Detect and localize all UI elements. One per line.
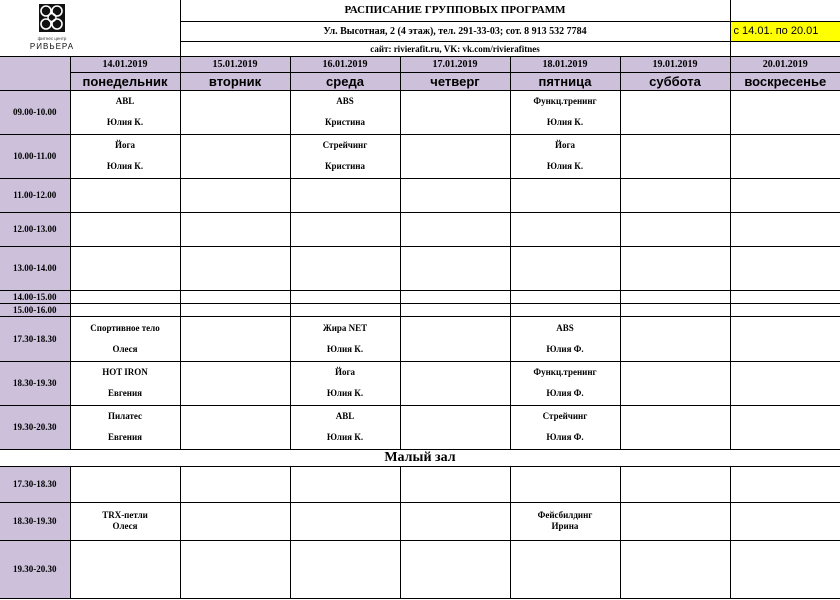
- trainer-name: Юлия Ф.: [546, 432, 584, 442]
- time-slot: 18.30-19.30: [0, 361, 70, 405]
- class-entry[interactable]: [290, 90, 400, 134]
- day-name: пятница: [510, 72, 620, 90]
- day-name: понедельник: [70, 72, 180, 90]
- day-date: 19.01.2019: [620, 56, 730, 72]
- time-slot: 13.00-14.00: [0, 246, 70, 290]
- day-date: 17.01.2019: [400, 56, 510, 72]
- class-entry[interactable]: [290, 405, 400, 449]
- schedule-cell[interactable]: [510, 178, 620, 212]
- schedule-cell[interactable]: [400, 540, 510, 598]
- time-slot: 12.00-13.00: [0, 212, 70, 246]
- class-name: TRX-петли: [102, 510, 148, 520]
- day-name: воскресенье: [730, 72, 840, 90]
- class-name: ABS: [336, 96, 354, 106]
- schedule-cell[interactable]: [180, 212, 290, 246]
- schedule-cell[interactable]: [730, 405, 840, 449]
- schedule-cell[interactable]: [400, 178, 510, 212]
- time-slot: 09.00-10.00: [0, 90, 70, 134]
- schedule-cell[interactable]: [70, 212, 180, 246]
- class-name: Пилатес: [107, 411, 143, 421]
- schedule-cell[interactable]: [510, 212, 620, 246]
- class-name: Функц.тренинг: [533, 367, 597, 377]
- class-entry[interactable]: [70, 90, 180, 134]
- schedule-title: РАСПИСАНИЕ ГРУППОВЫХ ПРОГРАММ: [180, 0, 730, 21]
- schedule-cell[interactable]: [180, 502, 290, 540]
- day-date: 20.01.2019: [730, 56, 840, 72]
- schedule-cell[interactable]: [620, 303, 730, 316]
- schedule-cell[interactable]: [620, 290, 730, 303]
- schedule-cell[interactable]: [290, 212, 400, 246]
- schedule-cell[interactable]: [290, 303, 400, 316]
- schedule-cell[interactable]: [510, 540, 620, 598]
- schedule-cell[interactable]: [620, 212, 730, 246]
- schedule-cell[interactable]: [730, 290, 840, 303]
- trainer-name: Юлия Ф.: [546, 343, 584, 354]
- trainer-name: Евгения: [107, 432, 143, 442]
- schedule-cell[interactable]: [70, 246, 180, 290]
- schedule-cell[interactable]: [70, 178, 180, 212]
- time-slot: 11.00-12.00: [0, 178, 70, 212]
- time-row: [0, 90, 840, 134]
- class-name: HOT IRON: [102, 367, 148, 377]
- corner-cell: [0, 56, 70, 90]
- schedule-cell[interactable]: [510, 246, 620, 290]
- time-row: [0, 290, 840, 303]
- schedule-cell[interactable]: [180, 90, 290, 134]
- schedule-cell[interactable]: [620, 178, 730, 212]
- time-row: [0, 540, 840, 598]
- schedule-cell[interactable]: [510, 303, 620, 316]
- class-entry[interactable]: [510, 90, 620, 134]
- schedule-cell[interactable]: [180, 466, 290, 502]
- time-row: [0, 178, 840, 212]
- schedule-cell[interactable]: [620, 316, 730, 361]
- class-name: ABS: [556, 322, 574, 333]
- schedule-cell[interactable]: [730, 246, 840, 290]
- time-slot: 15.00-16.00: [0, 303, 70, 316]
- schedule-cell[interactable]: [70, 540, 180, 598]
- class-name: Йога: [334, 367, 356, 377]
- schedule-cell[interactable]: [400, 303, 510, 316]
- schedule-cell[interactable]: [400, 466, 510, 502]
- schedule-cell[interactable]: [730, 316, 840, 361]
- class-name: Жира NET: [322, 322, 368, 333]
- riviera-logo: [22, 4, 82, 52]
- schedule-cell[interactable]: [70, 290, 180, 303]
- schedule-cell[interactable]: [730, 134, 840, 178]
- schedule-cell[interactable]: [400, 246, 510, 290]
- svg-text:фитнес центр: фитнес центр: [37, 36, 67, 41]
- schedule-cell[interactable]: [620, 466, 730, 502]
- class-entry[interactable]: [70, 316, 180, 361]
- schedule-cell[interactable]: [180, 405, 290, 449]
- schedule-cell[interactable]: [730, 212, 840, 246]
- trainer-name: Юлия К.: [326, 432, 364, 442]
- time-row: [0, 212, 840, 246]
- schedule-cell[interactable]: [730, 178, 840, 212]
- schedule-cell[interactable]: [290, 466, 400, 502]
- schedule-cell[interactable]: [400, 90, 510, 134]
- day-date: 16.01.2019: [290, 56, 400, 72]
- class-entry[interactable]: [70, 502, 180, 540]
- schedule-cell[interactable]: [400, 405, 510, 449]
- period-badge: с 14.01. по 20.01: [730, 21, 840, 41]
- schedule-cell[interactable]: [730, 90, 840, 134]
- class-entry[interactable]: [70, 405, 180, 449]
- class-name: Спортивное тело: [90, 322, 160, 333]
- class-entry[interactable]: [290, 361, 400, 405]
- schedule-cell[interactable]: [400, 290, 510, 303]
- day-name: среда: [290, 72, 400, 90]
- class-entry[interactable]: [70, 134, 180, 178]
- schedule-cell[interactable]: [290, 178, 400, 212]
- schedule-cell[interactable]: [180, 303, 290, 316]
- day-name: четверг: [400, 72, 510, 90]
- schedule-cell[interactable]: [620, 134, 730, 178]
- day-name: вторник: [180, 72, 290, 90]
- time-row: [0, 361, 840, 405]
- address-line: Ул. Высотная, 2 (4 этаж), тел. 291-33-03; сот. 8 913 532 7784: [180, 21, 730, 41]
- class-name: Йога: [114, 140, 136, 150]
- class-entry[interactable]: [290, 134, 400, 178]
- class-entry[interactable]: [510, 405, 620, 449]
- time-row: [0, 502, 840, 540]
- schedule-cell[interactable]: [290, 290, 400, 303]
- schedule-cell[interactable]: [730, 361, 840, 405]
- time-row: [0, 316, 840, 361]
- class-name: Стрейчинг: [322, 140, 368, 150]
- schedule-cell[interactable]: [180, 361, 290, 405]
- time-row: [0, 303, 840, 316]
- schedule-cell[interactable]: [730, 303, 840, 316]
- class-entry[interactable]: [510, 502, 620, 540]
- trainer-name: Юлия К.: [546, 117, 584, 127]
- schedule-cell[interactable]: [180, 290, 290, 303]
- time-slot: 10.00-11.00: [0, 134, 70, 178]
- time-row: [0, 466, 840, 502]
- schedule-cell[interactable]: [730, 540, 840, 598]
- day-name: суббота: [620, 72, 730, 90]
- trainer-name: Кристина: [324, 117, 365, 127]
- class-entry[interactable]: [510, 134, 620, 178]
- class-name: Функц.тренинг: [533, 96, 597, 106]
- schedule-cell[interactable]: [400, 134, 510, 178]
- class-entry[interactable]: [510, 316, 620, 361]
- svg-text:РИВЬЕРА: РИВЬЕРА: [29, 42, 75, 51]
- schedule-cell[interactable]: [290, 502, 400, 540]
- schedule-cell[interactable]: [620, 246, 730, 290]
- trainer-name: Юлия К.: [326, 343, 364, 354]
- class-name: Фейсбилдинг: [537, 510, 593, 520]
- schedule-cell[interactable]: [620, 90, 730, 134]
- schedule-cell[interactable]: [290, 540, 400, 598]
- time-slot: 17.30-18.30: [0, 316, 70, 361]
- schedule-cell[interactable]: [620, 361, 730, 405]
- day-date: 14.01.2019: [70, 56, 180, 72]
- schedule-cell[interactable]: [70, 466, 180, 502]
- day-date: 15.01.2019: [180, 56, 290, 72]
- trainer-name: Ирина: [551, 521, 579, 531]
- schedule-cell[interactable]: [510, 290, 620, 303]
- time-slot: 14.00-15.00: [0, 290, 70, 303]
- class-entry[interactable]: [290, 316, 400, 361]
- schedule-cell[interactable]: [180, 178, 290, 212]
- schedule-cell[interactable]: [730, 466, 840, 502]
- time-slot: 17.30-18.30: [0, 466, 70, 502]
- class-entry[interactable]: [510, 361, 620, 405]
- schedule-cell[interactable]: [290, 246, 400, 290]
- schedule-cell[interactable]: [70, 303, 180, 316]
- schedule-cell[interactable]: [400, 316, 510, 361]
- trainer-name: Юлия К.: [106, 161, 144, 171]
- trainer-name: Юлия К.: [546, 161, 584, 171]
- schedule-cell[interactable]: [510, 466, 620, 502]
- time-row: [0, 134, 840, 178]
- trainer-name: Кристина: [324, 161, 365, 171]
- trainer-name: Олеся: [112, 521, 138, 531]
- class-name: Стрейчинг: [542, 411, 588, 421]
- schedule-cell[interactable]: [620, 502, 730, 540]
- schedule-cell[interactable]: [400, 502, 510, 540]
- class-name: Йога: [554, 140, 576, 150]
- trainer-name: Олеся: [112, 343, 138, 354]
- trainer-name: Юлия К.: [106, 117, 144, 127]
- schedule-cell[interactable]: [400, 212, 510, 246]
- schedule-cell[interactable]: [400, 361, 510, 405]
- schedule-cell[interactable]: [180, 316, 290, 361]
- class-entry[interactable]: [70, 361, 180, 405]
- trainer-name: Евгения: [107, 388, 143, 398]
- trainer-name: Юлия Ф.: [546, 388, 584, 398]
- schedule-cell[interactable]: [730, 502, 840, 540]
- small-hall-title: Малый зал: [0, 449, 840, 466]
- logo-cell: [0, 0, 180, 56]
- time-row: [0, 246, 840, 290]
- time-slot: 19.30-20.30: [0, 540, 70, 598]
- class-name: ABL: [115, 96, 135, 106]
- schedule-cell[interactable]: [180, 540, 290, 598]
- schedule-cell[interactable]: [620, 405, 730, 449]
- schedule-cell[interactable]: [620, 540, 730, 598]
- class-name: ABL: [335, 411, 355, 421]
- site-line: сайт: rivierafit.ru, VK: vk.com/rivierafitnes: [180, 41, 730, 56]
- trainer-name: Юлия К.: [326, 388, 364, 398]
- day-date: 18.01.2019: [510, 56, 620, 72]
- time-slot: 19.30-20.30: [0, 405, 70, 449]
- schedule-cell[interactable]: [180, 134, 290, 178]
- time-row: [0, 405, 840, 449]
- time-slot: 18.30-19.30: [0, 502, 70, 540]
- schedule-cell[interactable]: [180, 246, 290, 290]
